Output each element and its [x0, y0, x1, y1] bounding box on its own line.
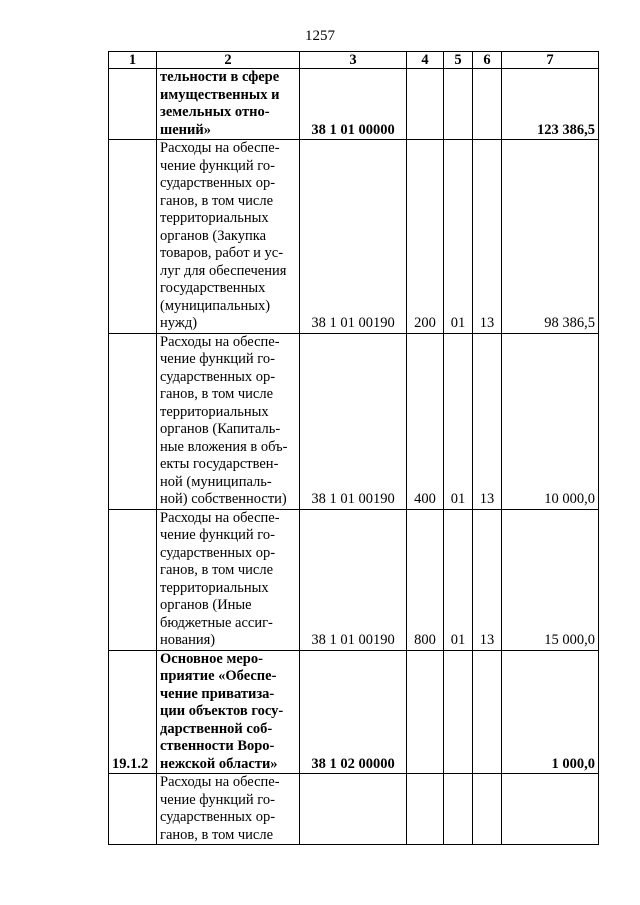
row-number-cell	[109, 140, 157, 334]
row-name-line: дарственной соб-	[160, 720, 273, 737]
amount-cell: 123 386,5	[502, 69, 599, 140]
row-name-line: Расходы на обеспе-	[160, 774, 280, 790]
subsection-cell: 13	[473, 333, 502, 509]
column-header-1: 1	[109, 52, 157, 69]
code-cell: 38 1 01 00190	[300, 333, 407, 509]
column-header-3: 3	[300, 52, 407, 69]
code-cell: 38 1 01 00190	[300, 140, 407, 334]
row-number-cell	[109, 509, 157, 650]
row-name-line: нежской области»	[160, 755, 278, 772]
amount-cell: 15 000,0	[502, 509, 599, 650]
amount-cell: 10 000,0	[502, 333, 599, 509]
row-name-cell	[157, 774, 300, 845]
table-row	[109, 69, 599, 140]
row-name-line: государственных	[160, 280, 266, 296]
row-name-line: Расходы на обеспе-	[160, 509, 280, 526]
section-cell	[444, 774, 473, 845]
row-name-line: чение функций го-	[160, 791, 275, 808]
row-name-line: ганов, в том числе	[160, 192, 274, 209]
code-cell: 38 1 02 00000	[300, 650, 407, 774]
row-name-line: территориальных	[160, 579, 269, 596]
column-header-6: 6	[473, 52, 502, 69]
row-name-line: приятие «Обеспе-	[160, 668, 277, 684]
row-name-line: екты государствен-	[160, 456, 279, 472]
row-name-line: сударственных ор-	[160, 175, 276, 191]
row-name-line: шений»	[160, 121, 211, 138]
row-name-cell	[157, 140, 300, 334]
table-row	[109, 509, 599, 650]
row-name-line: ганов, в том числе	[160, 826, 274, 843]
row-name-line: Расходы на обеспе-	[160, 333, 280, 350]
row-name-line: земельных отно-	[160, 104, 270, 120]
section-cell	[444, 650, 473, 774]
row-name-line: бюджетные ассиг-	[160, 614, 273, 631]
amount-cell: 1 000,0	[502, 650, 599, 774]
table-body	[109, 69, 599, 845]
table-row	[109, 650, 599, 774]
row-name-line: Расходы на обеспе-	[160, 140, 280, 156]
row-name-line: чение функций го-	[160, 351, 275, 367]
row-name-line: чение функций го-	[160, 527, 275, 543]
row-name-line: луг для обеспечения	[160, 262, 287, 279]
row-name-cell	[157, 69, 300, 140]
row-name-line: сударственных ор-	[160, 544, 276, 561]
table-row	[109, 140, 599, 334]
row-name-line: территориальных	[160, 403, 269, 420]
section-cell: 01	[444, 333, 473, 509]
row-name-line: органов (Иные	[160, 597, 252, 613]
row-name-line: территориальных	[160, 210, 269, 226]
row-name-line: (муниципальных)	[160, 297, 271, 314]
row-name-line: товаров, работ и ус-	[160, 245, 284, 261]
expense-type-cell: 800	[407, 509, 444, 650]
subsection-cell: 13	[473, 509, 502, 650]
row-name-line: ной) собственности)	[160, 491, 287, 507]
section-cell	[444, 69, 473, 140]
row-name-cell	[157, 509, 300, 650]
expense-type-cell	[407, 650, 444, 774]
column-header-4: 4	[407, 52, 444, 69]
expense-type-cell	[407, 774, 444, 845]
row-name-line: сударственных ор-	[160, 368, 276, 385]
expense-type-cell: 400	[407, 333, 444, 509]
row-name-line: Основное меро-	[160, 650, 263, 667]
expense-type-cell: 200	[407, 140, 444, 334]
column-header-5: 5	[444, 52, 473, 69]
row-name-line: чение функций го-	[160, 157, 275, 174]
subsection-cell	[473, 774, 502, 845]
row-name-line: ной (муниципаль-	[160, 473, 272, 490]
column-header-2: 2	[157, 52, 300, 69]
row-name-line: ции объектов госу-	[160, 703, 284, 719]
row-name-line: сударственных ор-	[160, 809, 276, 825]
table-header-row	[109, 52, 599, 69]
amount-cell: 98 386,5	[502, 140, 599, 334]
row-name-line: ные вложения в объ-	[160, 438, 288, 455]
row-name-line: органов (Закупка	[160, 227, 267, 244]
row-name-line: имущественных и	[160, 86, 280, 103]
row-name-line: чение приватиза-	[160, 685, 275, 702]
subsection-cell: 13	[473, 140, 502, 334]
table-row	[109, 333, 599, 509]
subsection-cell	[473, 69, 502, 140]
page-number: 1257	[305, 28, 335, 44]
row-name-line: нования)	[160, 632, 216, 648]
row-name-line: ганов, в том числе	[160, 386, 274, 402]
section-cell: 01	[444, 509, 473, 650]
budget-table	[108, 51, 599, 845]
row-number-cell: 19.1.2	[109, 650, 157, 774]
row-name-line: ганов, в том числе	[160, 562, 274, 578]
subsection-cell	[473, 650, 502, 774]
code-cell: 38 1 01 00190	[300, 509, 407, 650]
row-name-cell	[157, 650, 300, 774]
row-name-line: ственности Воро-	[160, 738, 275, 754]
expense-type-cell	[407, 69, 444, 140]
row-name-line: нужд)	[160, 315, 198, 331]
row-name-cell	[157, 333, 300, 509]
column-header-7: 7	[502, 52, 599, 69]
code-cell	[300, 774, 407, 845]
row-number-cell	[109, 333, 157, 509]
code-cell: 38 1 01 00000	[300, 69, 407, 140]
row-number-cell	[109, 774, 157, 845]
row-number-cell	[109, 69, 157, 140]
row-name-line: тельности в сфере	[160, 69, 280, 85]
section-cell: 01	[444, 140, 473, 334]
row-name-line: органов (Капиталь-	[160, 421, 281, 437]
table-row	[109, 774, 599, 845]
amount-cell	[502, 774, 599, 845]
